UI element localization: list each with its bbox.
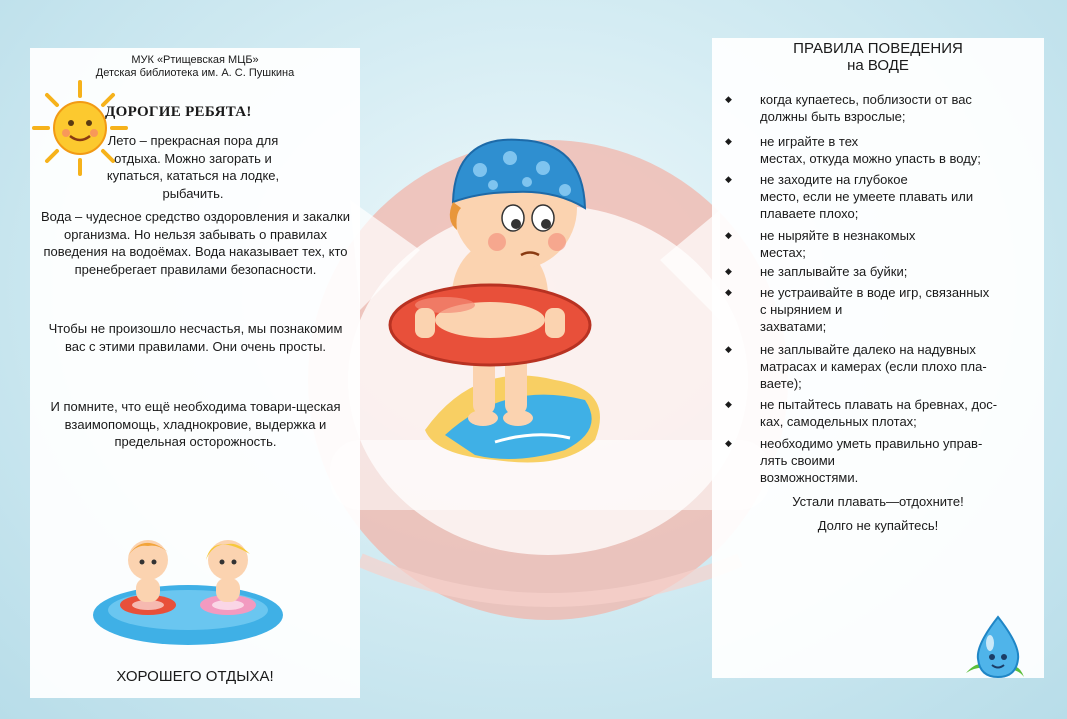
swimming-kids-icon: [88, 530, 283, 650]
rule-item: ◆ не заплывайте за буйки;: [725, 264, 908, 279]
rule-item: ◆ необходимо уметь правильно управ- лять своими возможностями.: [725, 436, 983, 485]
rule-item: ◆ не пытайтесь плавать на бревнах, дос- ках, самодельных плотах;: [725, 397, 998, 429]
organization-name: МУК «Ртищевская МЦБ»: [131, 54, 259, 66]
rules-title: ПРАВИЛА ПОВЕДЕНИЯ: [793, 40, 963, 57]
rule-item: ◆ не устраивайте в воде игр, связанных с нырянием и захватами;: [725, 285, 990, 334]
summer-paragraph: Лето – прекрасная пора для отдыха. Можно загорать и купаться, кататься на лодке, рыбачить.: [106, 133, 280, 201]
rule-item: ◆ не ныряйте в незнакомых местах;: [725, 228, 916, 260]
bullet-icon: ◆: [725, 230, 732, 240]
rule-item: ◆ не играйте в тех местах, откуда можно упасть в воду;: [725, 134, 981, 166]
bullet-icon: ◆: [725, 266, 732, 276]
water-paragraph: Вода – чудесное средство оздоровления и закалки организма. Но нельзя забывать о правилах поведения на водоёмах. Вода наказывает тех, кто пренебрегает правилами безопасности.: [41, 209, 350, 277]
bullet-icon: ◆: [725, 94, 732, 104]
rules-subtitle: на ВОДЕ: [847, 57, 909, 74]
rule-item: ◆ не заплывайте далеко на надувных матрасах и камерах (если плохо пла- ваете);: [725, 342, 987, 391]
rest-tip: Устали плавать—отдохните!: [792, 494, 964, 509]
rule-item: ◆ когда купаетесь, поблизости от вас должны быть взрослые;: [725, 92, 972, 124]
reminder-paragraph: И помните, что ещё необходима товари-щеская взаимопомощь, хладнокровие, выдержка и предельная осторожность.: [50, 399, 341, 449]
library-name: Детская библиотека им. А. С. Пушкина: [95, 67, 295, 79]
rule-item: ◆ не заходите на глубокое место, если не умеете плавать или плаваете плохо;: [725, 172, 974, 221]
bullet-icon: ◆: [725, 344, 732, 354]
bullet-icon: ◆: [725, 287, 732, 297]
greeting-heading: ДОРОГИЕ РЕБЯТА!: [105, 104, 252, 120]
bullet-icon: ◆: [725, 136, 732, 146]
intro-panel: [30, 48, 360, 698]
bullet-icon: ◆: [725, 438, 732, 448]
child-with-swim-ring-icon: [385, 130, 625, 470]
farewell-text: ХОРОШЕГО ОТДЫХА!: [116, 668, 274, 685]
rules-intro-paragraph: Чтобы не произошло несчастья, мы познакомим вас с этими правилами. Они очень просты.: [48, 321, 343, 354]
rules-list: [712, 91, 1044, 486]
water-drop-icon: [962, 613, 1034, 683]
bullet-icon: ◆: [725, 174, 732, 184]
duration-tip: Долго не купайтесь!: [817, 518, 939, 533]
bullet-icon: ◆: [725, 399, 732, 409]
rules-panel: [712, 38, 1044, 678]
